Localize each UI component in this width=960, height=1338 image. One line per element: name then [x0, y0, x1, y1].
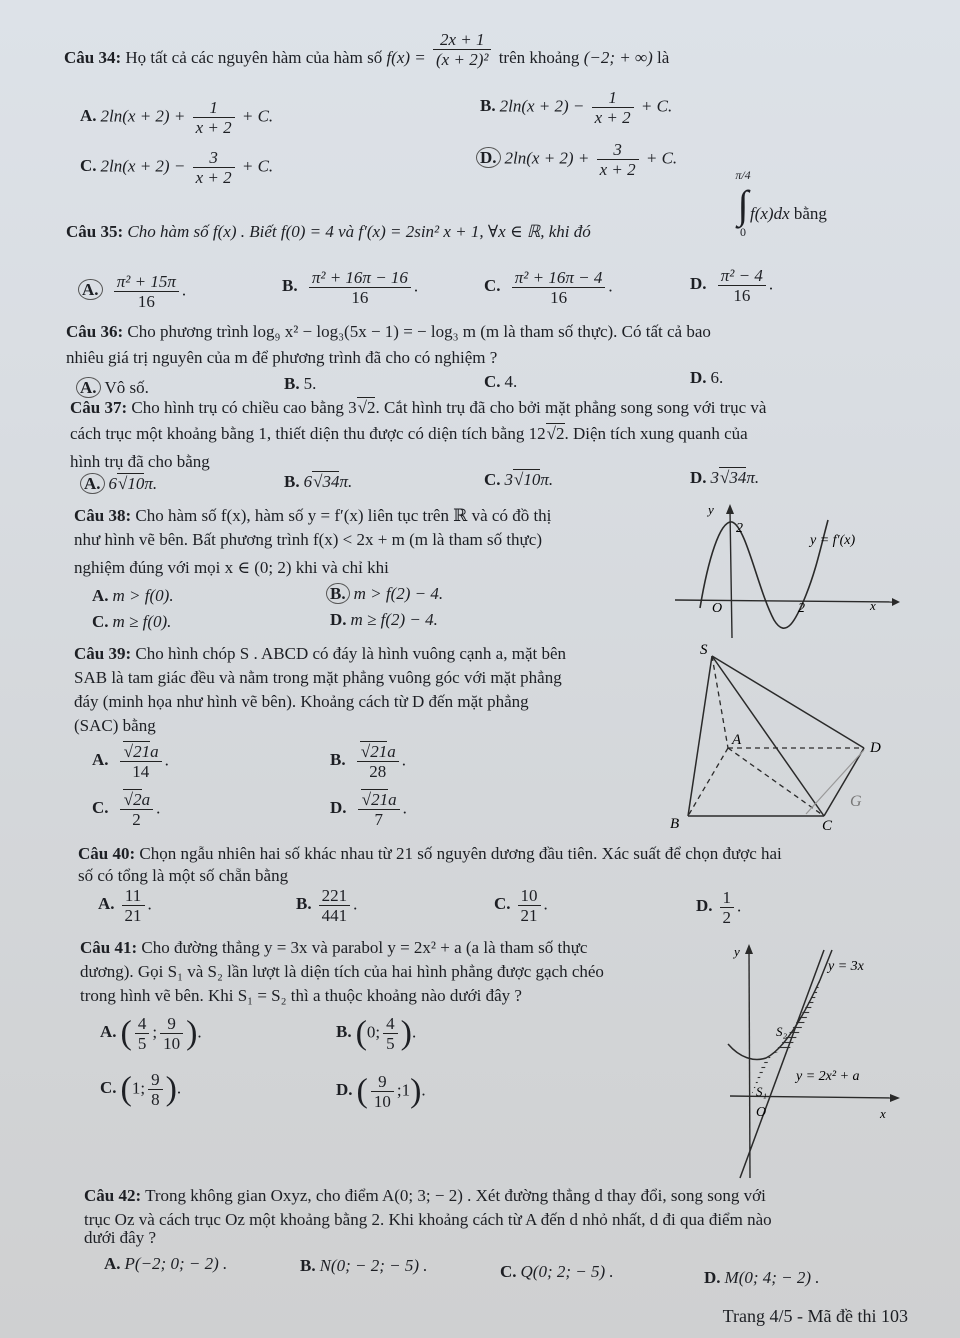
fraction: $\frac{\text{π² + 16π − 16}}{16}$: [309, 268, 411, 307]
option-38-d[interactable]: D. m ≥ f(2) − 4.: [330, 610, 438, 629]
page-footer: Trang 4/5 - Mã đề thi 103: [722, 1306, 908, 1326]
fraction: $\frac{1}{x + 2}$: [193, 98, 235, 137]
fraction: $\frac{9}{10}$: [371, 1072, 394, 1111]
svg-text:D: D: [870, 740, 881, 756]
svg-text:O: O: [756, 1105, 767, 1120]
fraction: $\frac{√2a}{2}$: [120, 790, 153, 829]
fraction: $\frac{1}{2}$: [720, 888, 735, 927]
option-39-b[interactable]: B. $\frac{√21a}{28}$ .: [330, 742, 406, 781]
derivative-graph-figure: [670, 500, 900, 640]
option-42-d[interactable]: D. M(0; 4; − 2) .: [704, 1268, 820, 1287]
option-40-b[interactable]: B. $\frac{221}{441}$ .: [296, 886, 358, 925]
fraction: $\frac{10}{21}$: [518, 886, 541, 925]
option-40-d[interactable]: D. $\frac{1}{2}$ .: [696, 888, 742, 927]
fraction: $\frac{221}{441}$: [319, 886, 351, 925]
option-40-a[interactable]: A. $\frac{11}{21}$ .: [98, 886, 152, 925]
option-34-c[interactable]: C. 2ln(x + 2) − $\frac{3}{x + 2}$ + C.: [80, 148, 274, 187]
question-42-stem: Câu 42: Trong không gian Oxyz, cho điểm A(0; 3; − 2) . Xét đường thẳng d thay đổi, song song với: [84, 1186, 766, 1205]
question-35-stem: Câu 35: Cho hàm số f(x) . Biết f(0) = 4 và f′(x) = 2sin² x + 1, ∀x ∈ ℝ, khi đó: [66, 222, 591, 241]
fraction: $\frac{√21a}{14}$: [120, 742, 162, 781]
svg-text:C: C: [822, 818, 833, 834]
option-42-c[interactable]: C. Q(0; 2; − 5) .: [500, 1262, 614, 1281]
fraction: $\frac{3}{x + 2}$: [597, 140, 639, 179]
svg-text:y: y: [734, 944, 740, 959]
option-36-c[interactable]: C. 4.: [484, 372, 518, 391]
question-40-stem: Câu 40: Chọn ngẫu nhiên hai số khác nhau từ 21 số nguyên dương đầu tiên. Xác suất để chọn được hai: [78, 844, 782, 863]
circled-answer-mark: A.: [76, 377, 101, 398]
option-37-b[interactable]: B. 6√34π.: [284, 472, 353, 491]
option-39-c[interactable]: C. $\frac{√2a}{2}$ .: [92, 790, 161, 829]
option-37-d[interactable]: D. 3√34π.: [690, 468, 760, 487]
question-39-stem: Câu 39: Cho hình chóp S . ABCD có đáy là hình vuông cạnh a, mặt bên: [74, 644, 567, 663]
question-37-stem: Câu 37: Cho hình trụ có chiều cao bằng 3√2. Cắt hình trụ đã cho bởi mặt phẳng song song với trục và: [70, 398, 767, 417]
question-34-stem: Câu 34: Họ tất cả các nguyên hàm của hàm số f(x) = $\frac{2x + 1}{\text{(x + 2)²}}$ trên khoảng (−2; + ∞) là: [64, 30, 670, 69]
option-40-c[interactable]: C. $\frac{10}{21}$ .: [494, 886, 548, 925]
circled-answer-mark: B.: [326, 583, 350, 604]
svg-text:2: 2: [798, 601, 805, 616]
option-39-a[interactable]: A. $\frac{√21a}{14}$ .: [92, 742, 169, 781]
fraction: $\frac{3}{x + 2}$: [193, 148, 235, 187]
svg-text:B: B: [670, 816, 680, 832]
svg-text:S₁: S₁: [756, 1084, 768, 1099]
svg-text:y: y: [708, 502, 714, 517]
svg-text:A: A: [732, 732, 742, 748]
svg-text:O: O: [712, 601, 723, 616]
option-38-a[interactable]: A. m > f(0).: [92, 586, 174, 605]
fraction: $\frac{√21a}{28}$: [357, 742, 399, 781]
option-36-b[interactable]: B. 5.: [284, 374, 317, 393]
fraction: $\frac{11}{21}$: [122, 886, 145, 925]
option-42-a[interactable]: A. P(−2; 0; − 2) .: [104, 1254, 228, 1273]
fraction: $\frac{\text{π² − 4}}{16}$: [718, 266, 766, 305]
option-37-c[interactable]: C. 3√10π.: [484, 470, 554, 489]
option-34-a[interactable]: A. 2ln(x + 2) + $\frac{1}{x + 2}$ + C.: [80, 98, 274, 137]
svg-text:S₂: S₂: [776, 1024, 788, 1039]
svg-text:y = 2x² + a: y = 2x² + a: [796, 1069, 860, 1084]
option-38-b[interactable]: B. m > f(2) − 4.: [330, 584, 443, 604]
option-36-a[interactable]: A. Vô số.: [80, 378, 149, 398]
svg-text:x: x: [870, 598, 876, 613]
question-41-stem: Câu 41: Cho đường thẳng y = 3x và parabol y = 2x² + a (a là tham số thực: [80, 938, 588, 957]
option-34-b[interactable]: B. 2ln(x + 2) − $\frac{1}{x + 2}$ + C.: [480, 88, 673, 127]
exam-page: Câu 34: Họ tất cả các nguyên hàm của hàm số f(x) = $\frac{2x + 1}{\text{(x + 2)²}}$ trên khoảng (−2; + ∞) là A. 2ln(x + 2) + $\frac{1}{x + 2}$ + C. B. 2ln(x + 2) − $\frac{1}{x + 2}$ + C. C. 2ln(x + 2) − $\frac{3}{x + 2}$ + C. D. 2ln(x + 2) + $\frac{3}{x + 2}$ + C. Câu 35: Cho hàm số f(x) . Biết f(0) = 4 và f′(x) = 2sin² x + 1, ∀x ∈ ℝ, khi đó π/4 ∫ 0 f(x)dx bằng A. $\frac{\text{π² + 15π}}{16}$ . B. $\frac{\text{π² + 16π − 16}}{16}$ . C. $\frac{\text{π² + 16π − 4}}{16}$ . D. $\frac{\text{π² − 4}}{16}$ . Câu 36: Cho phương trình log₉ x² − log₃(5x − 1) = − log₃ m (m là tham số thực). Có tất cả bao nhiêu giá trị nguyên của m để phương trình đã cho có nghiệm ? A. Vô số. B. 5. C. 4. D. 6. Câu 37: Cho hình trụ có chiều cao bằng 3√2. Cắt hình trụ đã cho bởi mặt phẳng song song với trục và cách trục một khoảng bằng 1, thiết diện thu được có diện tích bằng 12√2. Diện tích xung quanh của hình trụ đã cho bằng A. 6√10π. B. 6√34π. C. 3√10π. D. 3√34π. Câu 38: Cho hàm số f(x), hàm số y = f′(x) liên tục trên ℝ và có đồ thị như hình vẽ bên. Bất phương trình f(x) < 2x + m (m là tham số thực) nghiệm đúng với mọi x ∈ (0; 2) khi và chỉ khi A. m > f(0). B. m > f(2) − 4. C. m ≥ f(0). D. m ≥ f(2) − 4. y 2 O 2 x y = f′(x) Câu 39: Cho hình chóp S . ABCD có đáy là hình vuông cạnh a, mặt bên SAB là tam giác đều và nằm trong mặt phẳng vuông góc với mặt phẳng đáy (minh họa như hình vẽ bên). Khoảng cách từ D đến mặt phẳng (SAC) bằng A. $\frac{√21a}{14}$ . B. $\frac{√21a}{28}$ . C. $\frac{√2a}{2}$ . D. $\frac{√21a}{7}$ . S A B C D G Câu 40: Chọn ngẫu nhiên hai số khác nhau từ 21 số nguyên dương đầu tiên. Xác suất để chọn được hai số có tổng là một số chẵn bằng A. $\frac{11}{21}$ . B. $\frac{221}{441}$ . C. $\frac{10}{21}$ . D. $\frac{1}{2}$ . Câu 41: Cho đường thẳng y = 3x và parabol y = 2x² + a (a là tham số thực dương). Gọi S₁ và S₂ lần lượt là diện tích của hai hình phẳng được gạch chéo trong hình vẽ bên. Khi S₁ = S₂ thì a thuộc khoảng nào dưới đây ? A. ( $\frac{4}{5}$ ; $\frac{9}{10}$ ). B. (0; $\frac{4}{5}$ ). C. (1; $\frac{9}{8}$ ). D. ( $\frac{9}{10}$ ;1). y = 3x y = 2x² + a S₂ S₁ O x y Câu 42: Trong không gian Oxyz, cho điểm A(0; 3; − 2) . Xét đường thẳng d thay đổi, song song với trục Oz và cách trục Oz một khoảng bằng 2. Khi khoảng cách từ A đến d nhỏ nhất, d đi qua điểm nào dưới đây ? A. P(−2; 0; − 2) . B. N(0; − 2; − 5) . C. Q(0; 2; − 5) . D. M(0; 4; − 2) . Trang 4/5 - Mã đề thi 103: [64, 30, 908, 1326]
handwritten-mark: G: [850, 793, 862, 810]
fraction: $\frac{4}{5}$: [135, 1014, 150, 1053]
option-35-c[interactable]: C. $\frac{\text{π² + 16π − 4}}{16}$ .: [484, 268, 613, 307]
svg-text:y = f′(x): y = f′(x): [810, 533, 856, 548]
area-graph-figure: [720, 940, 900, 1180]
fraction: $\frac{9}{10}$: [160, 1014, 183, 1053]
fraction: $\frac{4}{5}$: [383, 1014, 398, 1053]
fraction: $\frac{\text{π² + 16π − 4}}{16}$: [512, 268, 606, 307]
question-38-stem: Câu 38: Cho hàm số f(x), hàm số y = f′(x) liên tục trên ℝ và có đồ thị: [74, 506, 552, 525]
question-label: Câu 34:: [64, 48, 122, 67]
integral-sign: π/4 ∫ 0: [735, 168, 751, 239]
option-41-b[interactable]: B. (0; $\frac{4}{5}$ ).: [336, 1014, 417, 1053]
circled-answer-mark: A.: [80, 473, 105, 494]
option-35-b[interactable]: B. $\frac{\text{π² + 16π − 16}}{16}$ .: [282, 268, 419, 307]
circled-answer-mark: A.: [78, 279, 103, 300]
option-42-b[interactable]: B. N(0; − 2; − 5) .: [300, 1256, 428, 1275]
svg-text:S: S: [700, 642, 708, 658]
fraction: $\frac{\text{π² + 15π}}{16}$: [114, 272, 179, 311]
svg-text:y = 3x: y = 3x: [828, 959, 864, 974]
option-35-d[interactable]: D. $\frac{\text{π² − 4}}{16}$ .: [690, 266, 774, 305]
svg-text:x: x: [880, 1106, 886, 1121]
option-41-d[interactable]: D. ( $\frac{9}{10}$ ;1).: [336, 1072, 426, 1111]
option-41-a[interactable]: A. ( $\frac{4}{5}$ ; $\frac{9}{10}$ ).: [100, 1014, 202, 1053]
pyramid-figure: [660, 640, 900, 840]
fraction: $\frac{2x + 1}{\text{(x + 2)²}}$: [433, 30, 491, 69]
fraction: $\frac{9}{8}$: [148, 1070, 163, 1109]
option-35-a[interactable]: A. $\frac{\text{π² + 15π}}{16}$ .: [82, 272, 186, 311]
option-39-d[interactable]: D. $\frac{√21a}{7}$ .: [330, 790, 407, 829]
fraction: $\frac{√21a}{7}$: [358, 790, 400, 829]
svg-text:2: 2: [736, 521, 743, 536]
option-36-d[interactable]: D. 6.: [690, 368, 724, 387]
option-37-a[interactable]: A. 6√10π.: [84, 474, 157, 494]
circled-answer-mark: D.: [476, 147, 501, 168]
option-41-c[interactable]: C. (1; $\frac{9}{8}$ ).: [100, 1070, 182, 1109]
option-38-c[interactable]: C. m ≥ f(0).: [92, 612, 172, 631]
question-36-stem: Câu 36: Cho phương trình log₉ x² − log₃(5x − 1) = − log₃ m (m là tham số thực). Có tất cả bao: [66, 322, 711, 341]
fraction: $\frac{1}{x + 2}$: [592, 88, 634, 127]
option-34-d[interactable]: D. 2ln(x + 2) + $\frac{3}{x + 2}$ + C.: [480, 140, 677, 179]
